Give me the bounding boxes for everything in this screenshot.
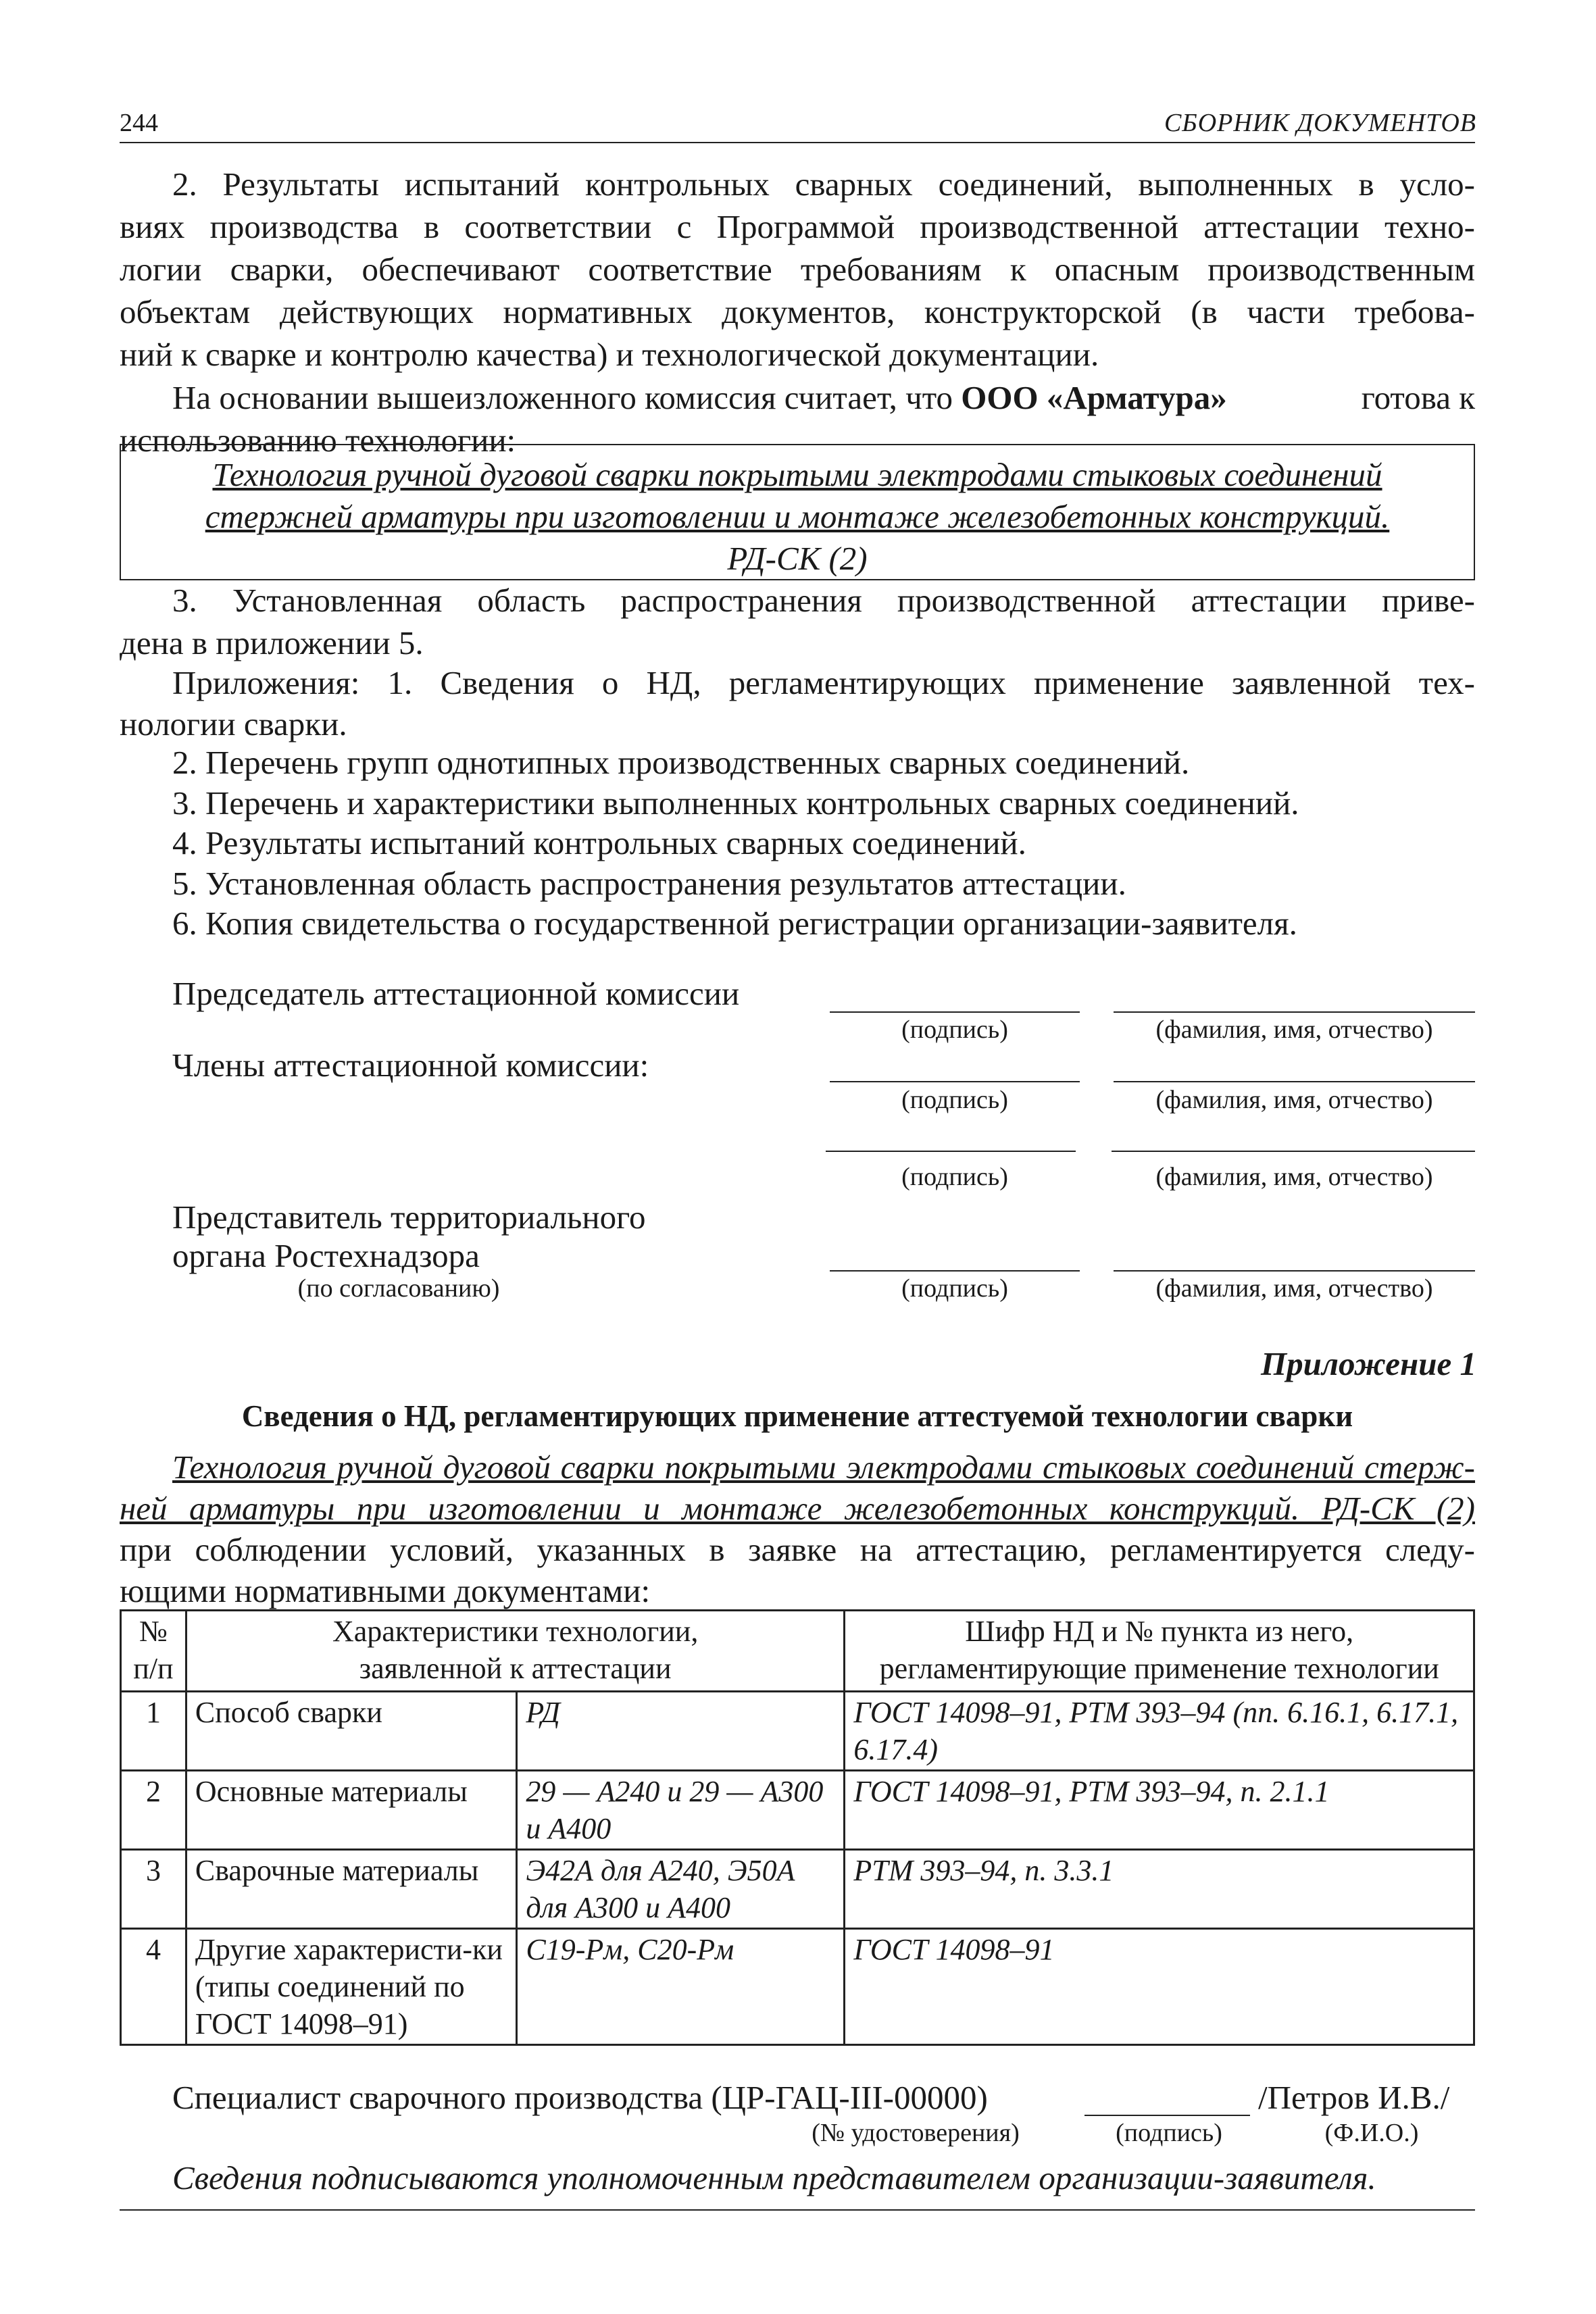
header-num-line-2: п/п bbox=[133, 1652, 174, 1685]
row-num: 1 bbox=[121, 1692, 186, 1771]
header-characteristics bbox=[186, 1611, 845, 1692]
chairman-name-line bbox=[1114, 1011, 1475, 1013]
basis-prefix: На основании вышеизложенного комиссия считает, что bbox=[172, 379, 962, 416]
member2-name-caption: (фамилия, имя, отчество) bbox=[1155, 1163, 1433, 1191]
members-label: Члены аттестационной комиссии: bbox=[172, 1047, 649, 1084]
basis-line-2: использованию технологии: bbox=[120, 422, 516, 459]
member1-signature-line bbox=[830, 1081, 1080, 1082]
row-characteristic: Другие характеристи-ки (типы соединений по ГОСТ 14098–91) bbox=[186, 1929, 516, 2045]
appendix1-intro-line-4: ющими нормативными документами: bbox=[120, 1572, 651, 1609]
row-value: Э42А для А240, Э50А для А300 и А400 bbox=[517, 1850, 845, 1929]
para2-line-2: виях производства в соответствии с Программой производственной аттестации техно- bbox=[120, 208, 1475, 245]
header-characteristics-line-2: заявленной к аттестации bbox=[359, 1652, 672, 1685]
header-num-line-1: № bbox=[139, 1615, 168, 1648]
row-nd: ГОСТ 14098–91, РТМ 393–94 (пп. 6.16.1, 6.17.1, 6.17.4) bbox=[845, 1692, 1474, 1771]
technology-line-2: стержней арматуры при изготовлении и монтаже железобетонных конструкций. bbox=[205, 498, 1390, 535]
para3-line-1: 3. Установленная область распространения производственной аттестации приве- bbox=[172, 582, 1475, 619]
appendix-item-4: 4. Результаты испытаний контрольных сварных соединений. bbox=[172, 824, 1026, 861]
specialist-name: /Петров И.В./ bbox=[1258, 2079, 1450, 2116]
representative-name-line bbox=[1114, 1270, 1475, 1272]
row-nd: РТМ 393–94, п. 3.3.1 bbox=[845, 1850, 1474, 1929]
row-characteristic: Основные материалы bbox=[186, 1771, 516, 1850]
appendix1-intro-line-1: Технология ручной дуговой сварки покрытыми электродами стыковых соединений стерж- bbox=[172, 1449, 1475, 1486]
specialist-signature-caption: (подпись) bbox=[1116, 2119, 1222, 2147]
organization-name: ООО «Арматура» bbox=[961, 379, 1227, 416]
chairman-name-caption: (фамилия, имя, отчество) bbox=[1155, 1015, 1433, 1044]
appendix1-intro-line-3: при соблюдении условий, указанных в заявке на аттестацию, регламентируется следу- bbox=[120, 1531, 1475, 1568]
member2-signature-caption: (подпись) bbox=[901, 1163, 1008, 1191]
representative-label-line-1: Представитель территориального bbox=[172, 1199, 646, 1236]
representative-signature-caption: (подпись) bbox=[901, 1274, 1008, 1303]
specialist-label: Специалист сварочного производства (ЦР-ГАЦ-III-00000) bbox=[172, 2079, 988, 2116]
appendix-item-2: 2. Перечень групп однотипных производственных сварных соединений. bbox=[172, 744, 1190, 781]
row-num: 2 bbox=[121, 1771, 186, 1850]
row-value: 29 — А240 и 29 — А300 и А400 bbox=[517, 1771, 845, 1850]
page-number: 244 bbox=[120, 109, 158, 137]
row-num: 3 bbox=[121, 1850, 186, 1929]
member2-signature-line bbox=[826, 1151, 1076, 1152]
table-header-row bbox=[121, 1611, 1474, 1692]
appendices-line-1: Приложения: 1. Сведения о НД, регламентирующих применение заявленной тех- bbox=[172, 664, 1475, 701]
nd-table bbox=[120, 1609, 1475, 2046]
appendix-item-5: 5. Установленная область распространения результатов аттестации. bbox=[172, 865, 1126, 902]
row-value: РД bbox=[517, 1692, 845, 1771]
member1-name-line bbox=[1114, 1081, 1475, 1082]
para2-line-5: ний к сварке и контролю качества) и технологической документации. bbox=[120, 336, 1099, 373]
appendix-item-3: 3. Перечень и характеристики выполненных контрольных сварных соединений. bbox=[172, 784, 1299, 822]
chairman-signature-line bbox=[830, 1011, 1080, 1013]
representative-signature-line bbox=[830, 1270, 1080, 1272]
member2-name-line bbox=[1112, 1151, 1475, 1152]
para2-line-1: 2. Результаты испытаний контрольных сварных соединений, выполненных в усло- bbox=[172, 166, 1475, 203]
representative-label-line-2: органа Ростехнадзора bbox=[172, 1237, 480, 1274]
table-row bbox=[121, 1692, 1474, 1771]
footer-rule bbox=[120, 2209, 1475, 2211]
appendices-line-2: нологии сварки. bbox=[120, 705, 347, 743]
row-nd: ГОСТ 14098–91, РТМ 393–94, п. 2.1.1 bbox=[845, 1771, 1474, 1850]
technology-line-1: Технология ручной дуговой сварки покрытыми электродами стыковых соединений bbox=[212, 456, 1382, 493]
representative-note: (по согласованию) bbox=[297, 1274, 500, 1303]
para2-line-4: объектам действующих нормативных документов, конструкторской (в части требова- bbox=[120, 293, 1475, 330]
basis-line-1 bbox=[172, 376, 1475, 419]
technology-box bbox=[120, 444, 1475, 580]
row-num: 4 bbox=[121, 1929, 186, 2045]
header-nd-code-line-2: регламентирующие применение технологии bbox=[879, 1652, 1439, 1685]
table-row bbox=[121, 1771, 1474, 1850]
member1-name-caption: (фамилия, имя, отчество) bbox=[1155, 1086, 1433, 1114]
specialist-signature-line bbox=[1084, 2115, 1250, 2116]
technology-code: РД-СК (2) bbox=[727, 540, 868, 577]
row-nd: ГОСТ 14098–91 bbox=[845, 1929, 1474, 2045]
basis-suffix: готова к bbox=[1361, 379, 1475, 416]
row-value: С19-Рм, С20-Рм bbox=[517, 1929, 845, 2045]
appendix-item-6: 6. Копия свидетельства о государственной регистрации организации-заявителя. bbox=[172, 905, 1297, 942]
para3-line-2: дена в приложении 5. bbox=[120, 624, 424, 661]
appendix1-title: Сведения о НД, регламентирующих применение аттестуемой технологии сварки bbox=[241, 1399, 1353, 1433]
header-characteristics-line-1: Характеристики технологии, bbox=[332, 1615, 699, 1648]
header-nd-code bbox=[845, 1611, 1474, 1692]
row-characteristic: Способ сварки bbox=[186, 1692, 516, 1771]
header-rule bbox=[120, 142, 1475, 143]
table-row bbox=[121, 1929, 1474, 2045]
row-characteristic: Сварочные материалы bbox=[186, 1850, 516, 1929]
member1-signature-caption: (подпись) bbox=[901, 1086, 1008, 1114]
running-title: СБОРНИК ДОКУМЕНТОВ bbox=[1164, 109, 1476, 137]
representative-name-caption: (фамилия, имя, отчество) bbox=[1155, 1274, 1433, 1303]
appendix1-label: Приложение 1 bbox=[1260, 1345, 1476, 1382]
chairman-label: Председатель аттестационной комиссии bbox=[172, 975, 740, 1012]
specialist-cert-caption: (№ удостоверения) bbox=[812, 2119, 1020, 2147]
footer-note: Сведения подписываются уполномоченным представителем организации-заявителя. bbox=[172, 2159, 1376, 2196]
header-nd-code-line-1: Шифр НД и № пункта из него, bbox=[965, 1615, 1354, 1648]
table-row bbox=[121, 1850, 1474, 1929]
specialist-fio-caption: (Ф.И.О.) bbox=[1324, 2119, 1419, 2147]
header-num bbox=[121, 1611, 186, 1692]
appendix1-intro-line-2: ней арматуры при изготовлении и монтаже железобетонных конструкций. РД-СК (2) bbox=[120, 1490, 1475, 1527]
para2-line-3: логии сварки, обеспечивают соответствие требованиям к опасным производственным bbox=[120, 251, 1475, 288]
chairman-signature-caption: (подпись) bbox=[901, 1015, 1008, 1044]
